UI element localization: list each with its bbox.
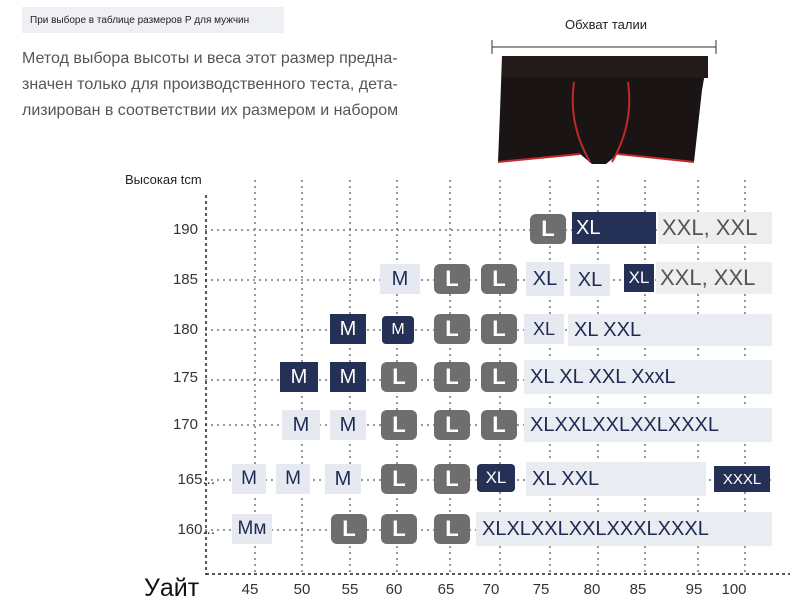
size-cell: L (434, 362, 470, 392)
size-cell: L (331, 514, 367, 544)
size-cell: M (382, 316, 414, 344)
size-cell: L (434, 264, 470, 294)
x-tick-50: 50 (293, 581, 311, 598)
size-cell: M (325, 464, 361, 494)
size-cell: M (330, 410, 366, 440)
size-cell: L (434, 410, 470, 440)
size-note: При выборе в таблице размеров Р для мужчин (22, 7, 284, 33)
size-cell: L (434, 514, 470, 544)
size-cell: M (330, 362, 366, 392)
size-cell: L (381, 362, 417, 392)
y-tick-170: 170 (172, 416, 198, 433)
x-tick-65: 65 (437, 581, 455, 598)
x-tick-85: 85 (629, 581, 647, 598)
size-cell: M (232, 464, 266, 494)
x-axis-label: Уайт (144, 574, 200, 602)
size-cell: L (434, 314, 470, 344)
size-cell: XXL, XXL (656, 262, 772, 294)
size-cell: XL (524, 314, 564, 344)
size-cell: XL XXL (526, 462, 706, 496)
size-cell: L (381, 410, 417, 440)
size-cell: XL (477, 464, 515, 492)
size-cell: L (481, 362, 517, 392)
waist-label: Обхват талии (564, 17, 648, 32)
size-cell: XXL, XXL (658, 212, 772, 244)
size-cell: L (381, 464, 417, 494)
y-tick-165: 165... (177, 471, 215, 488)
x-tick-70: 70 (482, 581, 500, 598)
size-cell: L (530, 214, 566, 244)
size-cell: M (282, 410, 320, 440)
size-cell: XL XL XXL XxxL (524, 360, 772, 394)
y-tick-160: 160... (177, 521, 215, 538)
y-tick-175: 175 (172, 369, 198, 386)
size-cell: XL (526, 262, 564, 296)
size-cell: L (481, 314, 517, 344)
size-cell: M (280, 362, 318, 392)
x-tick-100: 100 (721, 581, 747, 598)
size-cell: XLXXLXXLXXLXXXL (524, 408, 772, 442)
size-cell: XXXL (714, 466, 770, 492)
size-cell: Мм (232, 514, 272, 544)
x-tick-60: 60 (385, 581, 403, 598)
x-tick-95: 95 (685, 581, 703, 598)
size-cell: M (380, 264, 420, 294)
size-cell: M (330, 314, 366, 344)
size-cell: L (381, 514, 417, 544)
x-tick-75: 75 (532, 581, 550, 598)
y-tick-180: 180 (172, 321, 198, 338)
size-cell: XL (572, 212, 656, 244)
y-tick-190: 190 (172, 221, 198, 238)
size-cell: L (481, 410, 517, 440)
y-axis-label: Высокая tcm (125, 172, 202, 187)
size-cell: L (481, 264, 517, 294)
size-cell: XLXLXXLXXLXXXLXXXL (476, 512, 772, 546)
size-cell: M (276, 464, 310, 494)
x-tick-45: 45 (241, 581, 259, 598)
x-tick-80: 80 (583, 581, 601, 598)
x-tick-55: 55 (341, 581, 359, 598)
size-cell: XL (570, 264, 610, 296)
size-cell: L (434, 464, 470, 494)
size-cell: XL XXL (568, 314, 772, 346)
size-cell: XL (624, 264, 654, 292)
y-tick-185: 185 (172, 271, 198, 288)
description-text: Метод выбора высоты и веса этот размер предна- значен только для производственного теста, дета- лизирован в соответствии их размером и набором (22, 50, 399, 119)
